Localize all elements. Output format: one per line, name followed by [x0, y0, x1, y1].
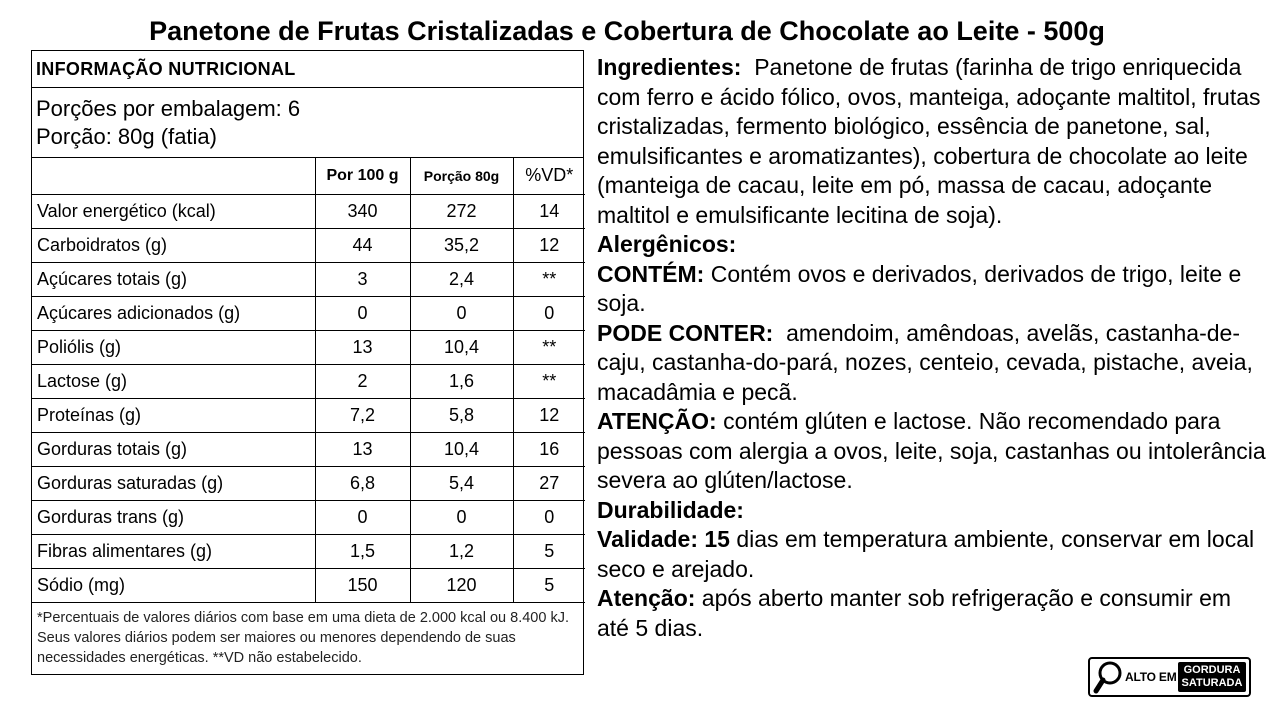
value-vd: 14: [513, 194, 585, 228]
nutrient-label: Poliólis (g): [32, 330, 315, 364]
allergens-label: Alergênicos:: [597, 231, 737, 257]
value-portion: 2,4: [410, 262, 513, 296]
nutrient-label: Gorduras totais (g): [32, 432, 315, 466]
value-per100: 150: [315, 568, 410, 602]
high-saturated-fat-badge: [1088, 657, 1251, 697]
value-per100: 1,5: [315, 534, 410, 568]
nutrient-label: Valor energético (kcal): [32, 194, 315, 228]
portions-per-package: Porções por embalagem: 6: [36, 96, 301, 121]
portion-size: Porção: 80g (fatia): [36, 124, 217, 149]
nutrition-row: [32, 296, 585, 330]
value-portion: 120: [410, 568, 513, 602]
contains-text: Contém ovos e derivados, derivados de trigo, leite e soja.: [597, 260, 1242, 316]
attention-label: ATENÇÃO:: [597, 408, 717, 434]
value-per100: 7,2: [315, 398, 410, 432]
nutrient-label: Açúcares adicionados (g): [32, 296, 315, 330]
nutrient-label: Sódio (mg): [32, 568, 315, 602]
nutrition-header-row: [32, 158, 585, 194]
value-portion: 10,4: [410, 330, 513, 364]
value-per100: 44: [315, 228, 410, 262]
nutrient-label: Carboidratos (g): [32, 228, 315, 262]
ingredients-label: Ingredientes:: [597, 54, 742, 80]
ingredients-text: Panetone de frutas (farinha de trigo enriquecida com ferro e ácido fólico, ovos, manteiga, adoçante maltitol, frutas cristalizadas, fermento biológico, essência de panetone, sal, emulsificantes e aromatizantes), cobertura de chocolate ao leite (manteiga de cacau, leite em pó, massa de cacau, adoçante maltitol e emulsificante lecitina de soja).: [597, 54, 1261, 228]
after-open-label: Atenção:: [597, 585, 696, 611]
header-portion: Porção 80g: [410, 158, 513, 194]
magnifier-icon: [1093, 659, 1123, 695]
may-contain-section: [597, 319, 1267, 408]
after-open-text: após aberto manter sob refrigeração e consumir em até 5 dias.: [597, 585, 1232, 641]
nutrition-footnote: *Percentuais de valores diários com base em uma dieta de 2.000 kcal ou 8.400 kJ. Seus valores diários podem ser maiores ou menores dependendo de suas necessidades energéticas. **VD não estabelecido.: [37, 609, 569, 666]
value-per100: 6,8: [315, 466, 410, 500]
nutrition-row: [32, 330, 585, 364]
badge-saturada: SATURADA: [1181, 677, 1243, 689]
value-per100: 13: [315, 432, 410, 466]
value-vd: 0: [513, 500, 585, 534]
header-vd: %VD*: [513, 158, 585, 194]
may-contain-text: amendoim, amêndoas, avelãs, castanha-de-caju, castanha-do-pará, nozes, centeio, cevada, pistache, aveia, macadâmia e pecã.: [597, 319, 1253, 405]
value-vd: 5: [513, 568, 585, 602]
value-portion: 0: [410, 500, 513, 534]
nutrition-heading: INFORMAÇÃO NUTRICIONAL: [32, 51, 583, 88]
validity-text: dias em temperatura ambiente, conservar em local seco e arejado.: [597, 526, 1255, 582]
attention-text: contém glúten e lactose. Não recomendado para pessoas com alergia a ovos, leite, soja, castanhas ou intolerância severa ao glúten/lactose.: [597, 408, 1266, 493]
badge-gordura: GORDURA: [1183, 664, 1241, 676]
value-portion: 1,2: [410, 534, 513, 568]
allergens-heading: [597, 230, 1267, 260]
value-portion: 5,8: [410, 398, 513, 432]
value-per100: 0: [315, 296, 410, 330]
contains-label: CONTÉM:: [597, 260, 705, 287]
value-vd: 12: [513, 228, 585, 262]
nutrition-row: [32, 398, 585, 432]
nutrition-row: [32, 194, 585, 228]
nutrient-label: Gorduras trans (g): [32, 500, 315, 534]
product-title: Panetone de Frutas Cristalizadas e Cobertura de Chocolate ao Leite - 500g: [149, 16, 1105, 46]
may-contain-label: PODE CONTER:: [597, 319, 774, 346]
nutrition-row: [32, 568, 585, 602]
attention-section: [597, 407, 1267, 496]
nutrient-label: Fibras alimentares (g): [32, 534, 315, 568]
value-portion: 1,6: [410, 364, 513, 398]
portion-info: [32, 88, 583, 158]
value-per100: 2: [315, 364, 410, 398]
validity-label: Validade: 15: [597, 526, 730, 552]
value-vd: **: [513, 364, 585, 398]
nutrient-label: Açúcares totais (g): [32, 262, 315, 296]
value-vd: 5: [513, 534, 585, 568]
nutrient-label: Proteínas (g): [32, 398, 315, 432]
value-portion: 0: [410, 296, 513, 330]
value-vd: 0: [513, 296, 585, 330]
durability-heading: [597, 496, 1267, 526]
nutrition-row: [32, 500, 585, 534]
value-portion: 35,2: [410, 228, 513, 262]
value-vd: 12: [513, 398, 585, 432]
nutrition-row: [32, 262, 585, 296]
value-portion: 10,4: [410, 432, 513, 466]
after-open-section: [597, 584, 1267, 643]
nutrition-facts-table: [31, 50, 584, 675]
value-portion: 272: [410, 194, 513, 228]
nutrition-row: [32, 534, 585, 568]
value-per100: 0: [315, 500, 410, 534]
nutrition-row: [32, 228, 585, 262]
nutrient-label: Gorduras saturadas (g): [32, 466, 315, 500]
product-info-panel: [597, 53, 1267, 643]
ingredients-section: [597, 53, 1267, 230]
value-vd: **: [513, 330, 585, 364]
nutrient-label: Lactose (g): [32, 364, 315, 398]
nutrition-row: [32, 432, 585, 466]
value-per100: 3: [315, 262, 410, 296]
nutrition-row: [32, 364, 585, 398]
nutrition-grid: [32, 158, 585, 603]
value-vd: **: [513, 262, 585, 296]
header-per100: Por 100 g: [315, 158, 410, 194]
validity-section: [597, 525, 1267, 584]
value-portion: 5,4: [410, 466, 513, 500]
value-vd: 27: [513, 466, 585, 500]
value-per100: 340: [315, 194, 410, 228]
value-per100: 13: [315, 330, 410, 364]
badge-nutrient: [1178, 662, 1246, 692]
durability-label: Durabilidade:: [597, 496, 744, 523]
nutrition-row: [32, 466, 585, 500]
contains-section: [597, 260, 1267, 319]
value-vd: 16: [513, 432, 585, 466]
header-blank: [32, 158, 315, 194]
badge-alto-em: ALTO EM: [1125, 670, 1177, 684]
